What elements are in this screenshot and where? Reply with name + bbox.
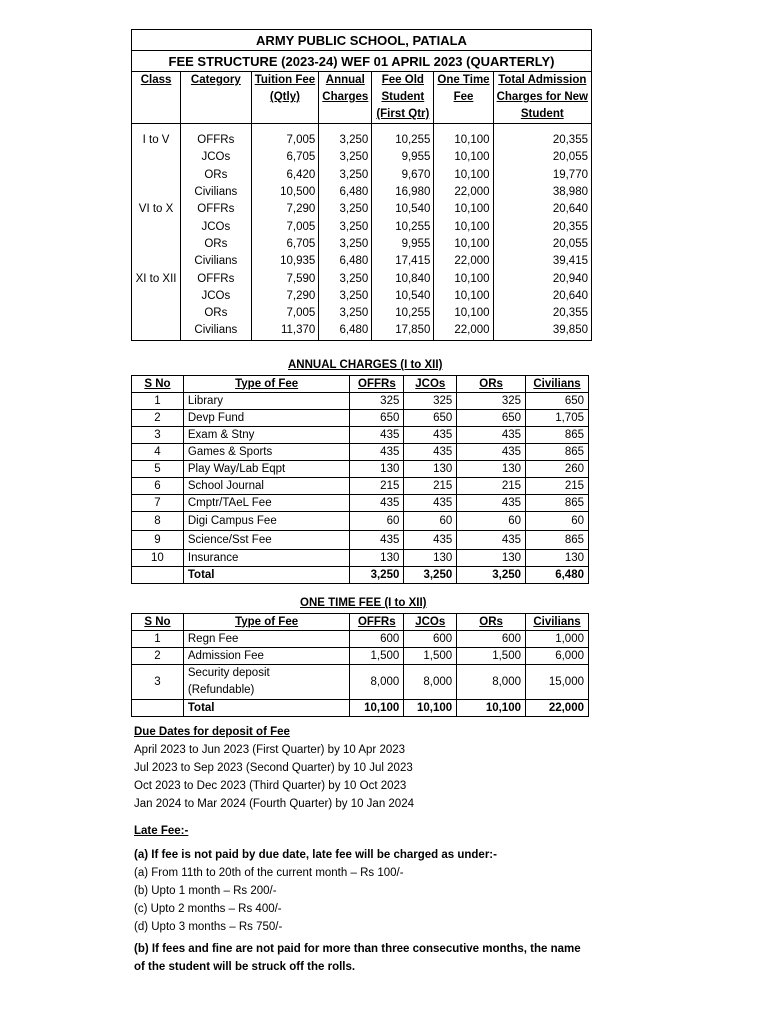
table-cell <box>132 700 184 717</box>
table-cell: Regn Fee <box>183 631 349 648</box>
table-cell: 435 <box>404 495 457 512</box>
table-cell: 10,100 <box>404 700 457 717</box>
table-cell: 6 <box>132 478 184 495</box>
annual-cell: 3,250 <box>319 305 372 322</box>
tuition-cell: 7,005 <box>251 132 319 149</box>
annual-cell: 3,250 <box>319 218 372 235</box>
late-fee-item: (a) From 11th to 20th of the current month – Rs 100/- <box>134 867 404 879</box>
onetime-header-sno: S No <box>132 614 184 631</box>
onetime-header-offrs: OFFRs <box>350 614 404 631</box>
annual-cell: 3,250 <box>319 288 372 305</box>
late-fee-item: (d) Upto 3 months – Rs 750/- <box>134 921 283 933</box>
table-cell: 2 <box>132 410 184 427</box>
category-cell: Civilians <box>181 253 251 270</box>
late-fee-para-a: (a) If fee is not paid by due date, late fee will be charged as under:- <box>134 849 497 861</box>
table-cell: 10,100 <box>350 700 404 717</box>
table-cell: 215 <box>404 478 457 495</box>
table-cell: 3,250 <box>457 567 526 584</box>
old-student-cell: 17,850 <box>372 322 434 340</box>
class-cell <box>132 288 181 305</box>
table-cell: 60 <box>350 512 404 531</box>
table-cell: 435 <box>350 427 404 444</box>
table-cell: 435 <box>457 444 526 461</box>
col-header-total: Total Admission Charges for New Student <box>493 72 591 124</box>
fee-structure-subtitle: FEE STRUCTURE (2023-24) WEF 01 APRIL 2023 (QUARTERLY) <box>132 51 592 72</box>
tuition-cell: 7,290 <box>251 201 319 218</box>
annual-charges-table <box>131 375 589 584</box>
one-time-fee-title: ONE TIME FEE (I to XII) <box>300 597 427 609</box>
one-time-cell: 22,000 <box>434 253 493 270</box>
total-cell: 38,980 <box>493 184 591 201</box>
one-time-cell: 10,100 <box>434 236 493 253</box>
table-row <box>132 531 589 550</box>
tuition-cell: 10,500 <box>251 184 319 201</box>
table-cell: 130 <box>350 461 404 478</box>
table-cell: 130 <box>526 550 589 567</box>
category-cell: OFFRs <box>181 270 251 287</box>
total-cell: 20,640 <box>493 288 591 305</box>
table-cell: Insurance <box>183 550 350 567</box>
tuition-cell: 7,590 <box>251 270 319 287</box>
annual-header-jcos: JCOs <box>404 376 457 393</box>
category-cell: ORs <box>181 236 251 253</box>
table-cell: 260 <box>526 461 589 478</box>
onetime-header-civilians: Civilians <box>526 614 589 631</box>
table-row <box>132 253 592 270</box>
tuition-cell: 6,705 <box>251 236 319 253</box>
table-cell: 10 <box>132 550 184 567</box>
table-cell: 215 <box>457 478 526 495</box>
table-row <box>132 512 589 531</box>
category-cell: JCOs <box>181 288 251 305</box>
annual-cell: 3,250 <box>319 236 372 253</box>
one-time-cell: 10,100 <box>434 167 493 184</box>
table-row <box>132 201 592 218</box>
old-student-cell: 10,540 <box>372 288 434 305</box>
table-cell: 435 <box>350 444 404 461</box>
table-cell: 130 <box>404 550 457 567</box>
table-cell: 600 <box>457 631 526 648</box>
old-student-cell: 9,955 <box>372 236 434 253</box>
annual-cell: 3,250 <box>319 132 372 149</box>
old-student-cell: 10,255 <box>372 305 434 322</box>
class-cell <box>132 149 181 166</box>
table-row <box>132 322 592 340</box>
table-row <box>132 550 589 567</box>
late-fee-heading: Late Fee:- <box>134 825 189 837</box>
table-cell: 3,250 <box>404 567 457 584</box>
one-time-cell: 10,100 <box>434 201 493 218</box>
table-cell: 3,250 <box>350 567 404 584</box>
table-cell: School Journal <box>183 478 350 495</box>
total-cell: 19,770 <box>493 167 591 184</box>
table-cell: 435 <box>457 531 526 550</box>
old-student-cell: 10,840 <box>372 270 434 287</box>
table-cell: 435 <box>350 495 404 512</box>
one-time-cell: 10,100 <box>434 132 493 149</box>
table-cell: 130 <box>457 461 526 478</box>
table-cell: 15,000 <box>526 665 589 700</box>
col-header-class: Class <box>132 72 181 124</box>
table-cell: 9 <box>132 531 184 550</box>
table-cell: 8,000 <box>457 665 526 700</box>
total-cell: 20,355 <box>493 218 591 235</box>
total-cell: 20,055 <box>493 149 591 166</box>
table-cell: 600 <box>350 631 404 648</box>
table-cell: 60 <box>526 512 589 531</box>
table-cell: 1,705 <box>526 410 589 427</box>
tuition-cell: 11,370 <box>251 322 319 340</box>
table-cell: 435 <box>457 427 526 444</box>
table-row <box>132 270 592 287</box>
table-cell: 1,500 <box>350 648 404 665</box>
due-date-line: Jan 2024 to Mar 2024 (Fourth Quarter) by 10 Jan 2024 <box>134 798 414 810</box>
category-cell: OFFRs <box>181 132 251 149</box>
table-cell: 3 <box>132 665 184 700</box>
onetime-header-type: Type of Fee <box>183 614 349 631</box>
table-cell: 22,000 <box>526 700 589 717</box>
class-cell <box>132 253 181 270</box>
table-row <box>132 288 592 305</box>
table-cell: 865 <box>526 531 589 550</box>
table-cell: 8,000 <box>350 665 404 700</box>
old-student-cell: 10,540 <box>372 201 434 218</box>
annual-cell: 6,480 <box>319 184 372 201</box>
table-cell: 130 <box>350 550 404 567</box>
table-cell: 5 <box>132 461 184 478</box>
due-date-line: Jul 2023 to Sep 2023 (Second Quarter) by 10 Jul 2023 <box>134 762 413 774</box>
table-row <box>132 410 589 427</box>
table-cell: 435 <box>457 495 526 512</box>
table-cell: 865 <box>526 444 589 461</box>
category-cell: JCOs <box>181 218 251 235</box>
tuition-cell: 10,935 <box>251 253 319 270</box>
class-cell <box>132 218 181 235</box>
table-cell: 8 <box>132 512 184 531</box>
table-cell: Total <box>183 567 350 584</box>
tuition-cell: 7,005 <box>251 305 319 322</box>
table-cell: Security deposit (Refundable) <box>183 665 349 700</box>
one-time-cell: 22,000 <box>434 184 493 201</box>
due-dates-heading: Due Dates for deposit of Fee <box>134 726 290 738</box>
table-cell: 4 <box>132 444 184 461</box>
table-cell: Digi Campus Fee <box>183 512 350 531</box>
class-cell <box>132 184 181 201</box>
class-cell: I to V <box>132 132 181 149</box>
table-cell: Play Way/Lab Eqpt <box>183 461 350 478</box>
annual-cell: 6,480 <box>319 322 372 340</box>
table-cell: 650 <box>404 410 457 427</box>
table-cell: 1,000 <box>526 631 589 648</box>
table-row <box>132 236 592 253</box>
table-cell: Exam & Stny <box>183 427 350 444</box>
table-row <box>132 167 592 184</box>
annual-header-offrs: OFFRs <box>350 376 404 393</box>
table-cell: Devp Fund <box>183 410 350 427</box>
annual-cell: 3,250 <box>319 167 372 184</box>
table-cell: 435 <box>404 444 457 461</box>
old-student-cell: 10,255 <box>372 218 434 235</box>
total-cell: 20,355 <box>493 132 591 149</box>
total-cell: 20,940 <box>493 270 591 287</box>
old-student-cell: 16,980 <box>372 184 434 201</box>
table-row <box>132 567 589 584</box>
tuition-cell: 6,705 <box>251 149 319 166</box>
table-cell: 215 <box>350 478 404 495</box>
col-header-old-student: Fee Old Student (First Qtr) <box>372 72 434 124</box>
one-time-fee-table <box>131 613 589 717</box>
table-cell: Admission Fee <box>183 648 349 665</box>
late-fee-para-b-cont: of the student will be struck off the rolls. <box>134 961 356 973</box>
table-cell: 130 <box>404 461 457 478</box>
table-row <box>132 149 592 166</box>
table-row <box>132 478 589 495</box>
old-student-cell: 17,415 <box>372 253 434 270</box>
old-student-cell: 10,255 <box>372 132 434 149</box>
annual-cell: 3,250 <box>319 201 372 218</box>
table-cell: 650 <box>457 410 526 427</box>
table-cell: 60 <box>404 512 457 531</box>
table-cell: 435 <box>350 531 404 550</box>
category-cell: JCOs <box>181 149 251 166</box>
table-cell: Games & Sports <box>183 444 350 461</box>
one-time-cell: 10,100 <box>434 305 493 322</box>
annual-header-ors: ORs <box>457 376 526 393</box>
onetime-header-ors: ORs <box>457 614 526 631</box>
class-cell <box>132 322 181 340</box>
table-cell: 600 <box>404 631 457 648</box>
table-row <box>132 305 592 322</box>
category-cell: Civilians <box>181 322 251 340</box>
category-cell: ORs <box>181 167 251 184</box>
col-header-annual: Annual Charges <box>319 72 372 124</box>
table-cell: 435 <box>404 427 457 444</box>
table-row <box>132 495 589 512</box>
table-cell: 650 <box>350 410 404 427</box>
total-cell: 39,415 <box>493 253 591 270</box>
class-cell <box>132 236 181 253</box>
table-cell: 865 <box>526 427 589 444</box>
annual-cell: 3,250 <box>319 270 372 287</box>
total-cell: 39,850 <box>493 322 591 340</box>
annual-header-type: Type of Fee <box>183 376 350 393</box>
due-date-line: Oct 2023 to Dec 2023 (Third Quarter) by 10 Oct 2023 <box>134 780 407 792</box>
table-cell <box>132 567 184 584</box>
one-time-cell: 10,100 <box>434 288 493 305</box>
annual-header-sno: S No <box>132 376 184 393</box>
table-cell: 1,500 <box>457 648 526 665</box>
category-cell: OFFRs <box>181 201 251 218</box>
school-title: ARMY PUBLIC SCHOOL, PATIALA <box>132 30 592 51</box>
table-cell: 215 <box>526 478 589 495</box>
due-date-line: April 2023 to Jun 2023 (First Quarter) by 10 Apr 2023 <box>134 744 406 756</box>
table-cell: 130 <box>457 550 526 567</box>
class-cell: XI to XII <box>132 270 181 287</box>
table-cell: Cmptr/TAeL Fee <box>183 495 350 512</box>
table-cell: 7 <box>132 495 184 512</box>
col-header-category: Category <box>181 72 251 124</box>
table-row <box>132 427 589 444</box>
table-cell: 6,000 <box>526 648 589 665</box>
old-student-cell: 9,670 <box>372 167 434 184</box>
due-dates-section <box>134 723 414 813</box>
total-cell: 20,055 <box>493 236 591 253</box>
table-cell: 1 <box>132 631 184 648</box>
late-fee-para-b: (b) If fees and fine are not paid for more than three consecutive months, the name <box>134 943 581 955</box>
table-cell: 650 <box>526 393 589 410</box>
table-cell: 6,480 <box>526 567 589 584</box>
old-student-cell: 9,955 <box>372 149 434 166</box>
one-time-cell: 22,000 <box>434 322 493 340</box>
col-header-one-time: One Time Fee <box>434 72 493 124</box>
table-row <box>132 184 592 201</box>
table-cell: Total <box>183 700 349 717</box>
class-cell <box>132 167 181 184</box>
one-time-cell: 10,100 <box>434 149 493 166</box>
table-cell: 435 <box>404 531 457 550</box>
fee-structure-table <box>131 29 592 341</box>
one-time-cell: 10,100 <box>434 218 493 235</box>
total-cell: 20,640 <box>493 201 591 218</box>
annual-charges-title: ANNUAL CHARGES (I to XII) <box>288 359 443 371</box>
late-fee-item: (c) Upto 2 months – Rs 400/- <box>134 903 282 915</box>
annual-cell: 6,480 <box>319 253 372 270</box>
table-cell: 1 <box>132 393 184 410</box>
table-row <box>132 218 592 235</box>
annual-header-civilians: Civilians <box>526 376 589 393</box>
table-row <box>132 132 592 149</box>
table-cell: 325 <box>350 393 404 410</box>
table-cell: 60 <box>457 512 526 531</box>
tuition-cell: 7,005 <box>251 218 319 235</box>
class-cell: VI to X <box>132 201 181 218</box>
col-header-tuition: Tuition Fee (Qtly) <box>251 72 319 124</box>
table-row <box>132 461 589 478</box>
table-cell: 8,000 <box>404 665 457 700</box>
table-cell: 2 <box>132 648 184 665</box>
table-cell: 325 <box>457 393 526 410</box>
table-cell: 3 <box>132 427 184 444</box>
annual-cell: 3,250 <box>319 149 372 166</box>
table-cell: Library <box>183 393 350 410</box>
table-cell: Science/Sst Fee <box>183 531 350 550</box>
one-time-cell: 10,100 <box>434 270 493 287</box>
late-fee-section <box>134 822 581 976</box>
late-fee-item: (b) Upto 1 month – Rs 200/- <box>134 885 277 897</box>
table-cell: 865 <box>526 495 589 512</box>
table-cell: 325 <box>404 393 457 410</box>
onetime-header-jcos: JCOs <box>404 614 457 631</box>
class-cell <box>132 305 181 322</box>
total-cell: 20,355 <box>493 305 591 322</box>
category-cell: Civilians <box>181 184 251 201</box>
category-cell: ORs <box>181 305 251 322</box>
table-row <box>132 393 589 410</box>
table-cell: 10,100 <box>457 700 526 717</box>
tuition-cell: 6,420 <box>251 167 319 184</box>
table-row <box>132 444 589 461</box>
tuition-cell: 7,290 <box>251 288 319 305</box>
table-cell: 1,500 <box>404 648 457 665</box>
